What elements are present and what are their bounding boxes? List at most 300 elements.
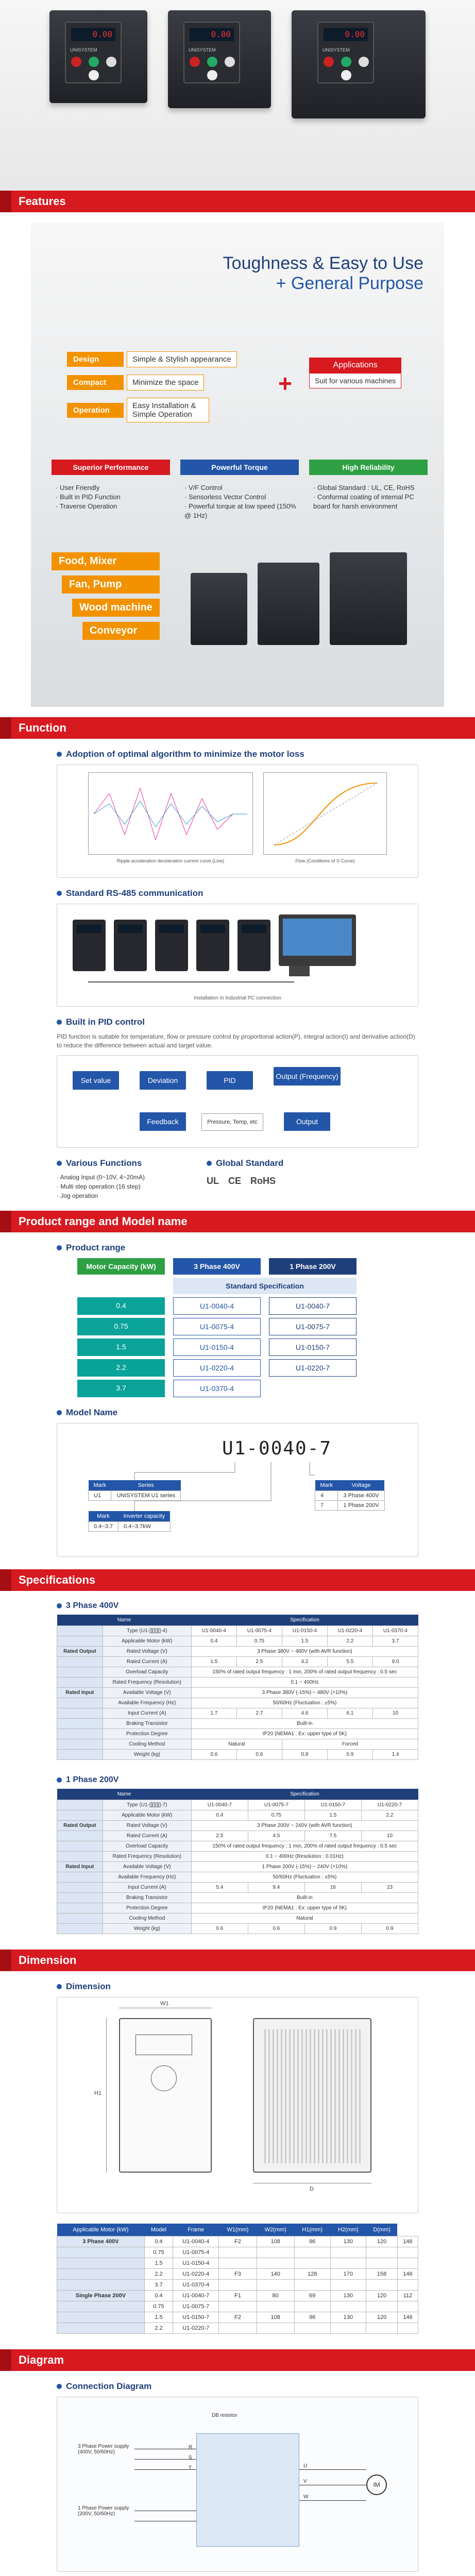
rs485-box xyxy=(57,904,418,1007)
table-row xyxy=(57,1729,418,1739)
table-cell xyxy=(397,2280,418,2291)
table-row xyxy=(57,2247,418,2258)
subheading: Model Name xyxy=(57,1408,475,1418)
dim-line xyxy=(106,2018,107,2173)
value-cell: 0.9 xyxy=(282,1750,327,1760)
drive-label: UNISYSTEM xyxy=(189,47,216,53)
spec-table-1phase: Name Specification Type (U1-[][][][]-7) U1-0040-7 U1-0075-7 U1-0150-7 U1-0220-7 Applicable Motor (kW) 0.4 0.75 1.5 2.2 Rated Output Rated Voltage (V) 3 Phase 200V ~ 240V (with AVR function) Rated Current (A) 2.5 4.5 7.5 10 Overload Capacity 150% of rated output frequency : 1 min, 200% of rated output frequency : 0.5 sec Rated Frequency (Resolution) 0.1 ~ 400Hz (Resolution : 0.01Hz) Rated Input Available Voltage (V) 1 Phase 200V (-15%) ~ 240V (+10%) Available Frequency (Hz) 50/60Hz (Fluctuation : ±5%) Input Current (A) 5.4 9.4 16 23 Braking Transistor Built-in Protection Degree IP20 (NEMA1 : Ex: upper type of 5K) Cooling Method Natural Weight (kg) 0.6 0.6 0.9 0.9 xyxy=(57,1789,418,1934)
table-row xyxy=(57,2312,418,2323)
perf-item: · Traverse Operation xyxy=(56,502,117,510)
group-cell xyxy=(57,1903,103,1913)
product-range xyxy=(57,1258,418,1397)
table-cell: 146 xyxy=(397,2269,418,2280)
value-cell: 1.5 xyxy=(304,1810,361,1821)
drive-image xyxy=(258,563,319,645)
applications-list xyxy=(52,552,160,645)
label-cell: Available Voltage (V) xyxy=(103,1688,191,1698)
drive-label: UNISYSTEM xyxy=(323,47,350,53)
bus-line xyxy=(88,981,294,982)
wire xyxy=(299,2469,366,2470)
value-cell: 50/60Hz (Fluctuation : ±5%) xyxy=(191,1698,418,1708)
group-cell xyxy=(57,1831,103,1841)
wire xyxy=(134,2459,196,2460)
list-item: · Jog operation xyxy=(57,1192,98,1199)
table-row xyxy=(57,1739,418,1750)
value-cell: 3 Phase 200V ~ 240V (with AVR function) xyxy=(191,1821,418,1831)
drive-panel xyxy=(317,22,374,83)
perf-head: High Reliability xyxy=(309,460,428,475)
table-cell: 80 xyxy=(257,2291,294,2301)
subheading: Built in PID control xyxy=(57,1017,475,1027)
table-row xyxy=(57,1750,418,1760)
stop-button-icon xyxy=(89,57,99,67)
perf-column xyxy=(309,460,428,511)
table-cell xyxy=(397,2247,418,2258)
cell: U1-0040-4 xyxy=(173,1297,261,1315)
table-cell: 158 xyxy=(366,2269,398,2280)
cert-logos xyxy=(207,1176,283,1187)
dial-icon xyxy=(207,70,217,80)
value-cell: 16 xyxy=(304,1883,361,1893)
cell: U1-0075-4 xyxy=(173,1318,261,1335)
table-cell: U1-0040-4 xyxy=(173,2236,219,2247)
label-cell: Braking Transistor xyxy=(103,1893,191,1903)
table-row xyxy=(57,2280,418,2291)
section-header-features: Features xyxy=(0,191,475,212)
cell: U1-0150-4 xyxy=(173,1338,261,1356)
table-cell: U1-0220-7 xyxy=(173,2323,219,2334)
group-cell xyxy=(57,1913,103,1924)
group-cell xyxy=(57,1636,103,1647)
table-cell: F3 xyxy=(219,2269,257,2280)
motor-icon: IM xyxy=(366,2475,387,2495)
ul-logo-icon: UL xyxy=(207,1176,219,1186)
label-cell: Input Current (A) xyxy=(103,1708,191,1719)
value-cell: 1.7 xyxy=(191,1708,236,1719)
value-cell: 10 xyxy=(372,1708,418,1719)
table-cell: 2.2 xyxy=(144,2323,173,2334)
value-cell: 2.5 xyxy=(236,1657,282,1667)
cell: 2.2 xyxy=(77,1359,165,1377)
table-cell: F2 xyxy=(219,2312,257,2323)
perf-item: · Global Standard : UL, CE, RoHS xyxy=(313,484,415,492)
section-header-dimension: Dimension xyxy=(0,1950,475,1971)
table-row xyxy=(57,1667,418,1677)
table-cell: 130 xyxy=(330,2312,366,2323)
label-cell: Rated Voltage (V) xyxy=(103,1647,191,1657)
run-button-icon xyxy=(324,57,334,67)
col-header: Applicable Motor (kW) xyxy=(57,2224,145,2236)
various-functions xyxy=(57,1158,145,1200)
terminal-label: U xyxy=(303,2463,308,2469)
perf-list xyxy=(52,483,170,511)
table-cell: 140 xyxy=(257,2269,294,2280)
group-cell xyxy=(57,1719,103,1729)
various-list xyxy=(57,1173,145,1200)
value-cell: 0.6 xyxy=(191,1924,248,1934)
table-cell xyxy=(57,2312,145,2323)
table-cell xyxy=(294,2323,330,2334)
table-row xyxy=(57,1688,418,1698)
group-cell xyxy=(57,1800,103,1810)
spec-table-3phase: Name Specification Type (U1-[][][][]-4) U1-0040-4 U1-0075-4 U1-0150-4 U1-0220-4 U1-0370-4 Applicable Motor (kW) 0.4 0.75 1.5 2.2 3.7 Rated Output Rated Voltage (V) 3 Phase 380V ~ 480V (with AVR function) Rated Current (A) 1.5 2.5 4.2 5.5 9.0 Overload Capacity 150% of rated output frequency : 1 min, 200% of rated output frequency : 0.5 sec Rated Frequency (Resolution) 0.1 ~ 400Hz Rated Input Available Voltage (V) 3 Phase 380V (-15%) ~ 480V (+10%) Available Frequency (Hz) 50/60Hz (Fluctuation : ±5%) Input Current (A) 1.7 2.7 4.6 6.1 10 Braking Transistor Built-in Protection Degree IP20 (NEMA1 : Ex: upper type of 5K) Cooling Method Natural Forced Weight (kg) 0.6 0.6 0.9 0.9 1.4 xyxy=(57,1615,418,1760)
value-cell: 4.5 xyxy=(248,1831,304,1841)
bullet-icon xyxy=(207,1161,212,1166)
label-cell: Cooling Method xyxy=(103,1739,191,1750)
value-cell: 0.9 xyxy=(361,1924,418,1934)
perf-item: · Sensorless Vector Control xyxy=(184,493,266,501)
hero-banner xyxy=(0,0,475,191)
list-item: · Analog Input (0~10V, 4~20mA) xyxy=(57,1174,145,1181)
bullet-icon xyxy=(57,752,62,757)
table-row xyxy=(57,2291,418,2301)
drive-image xyxy=(155,920,188,971)
label-cell: Rated Current (A) xyxy=(103,1831,191,1841)
subheading: 3 Phase 400V xyxy=(57,1601,418,1611)
subheading: Product range xyxy=(57,1243,475,1253)
pid-output-block: Output (Frequency) xyxy=(274,1067,341,1086)
value-cell: 7.5 xyxy=(304,1831,361,1841)
applications-box xyxy=(309,358,401,388)
table-row xyxy=(57,1924,418,1934)
table-row xyxy=(57,1821,418,1831)
pid-block: PID xyxy=(207,1071,253,1090)
rohs-logo-icon: RoHS xyxy=(250,1176,276,1186)
table-cell: F1 xyxy=(219,2291,257,2301)
table-cell: 130 xyxy=(330,2236,366,2247)
power-label: 1 Phase Power supply (200V, 50/60Hz) xyxy=(78,2505,129,2517)
display-outline xyxy=(135,2035,192,2055)
dim-label: H1 xyxy=(94,2090,102,2096)
feature-tag: Design xyxy=(67,352,124,367)
table-cell xyxy=(330,2323,366,2334)
table-row xyxy=(57,2323,418,2334)
table-row xyxy=(57,1831,418,1841)
bullet-icon xyxy=(57,1161,62,1166)
group-cell xyxy=(57,1739,103,1750)
table-cell xyxy=(57,2301,145,2312)
col-header: D(mm) xyxy=(366,2224,398,2236)
mode-button-icon xyxy=(359,57,369,67)
table-cell: 108 xyxy=(257,2312,294,2323)
value-cell: 0.9 xyxy=(304,1924,361,1934)
table-row xyxy=(57,1657,418,1667)
drive-panel xyxy=(183,22,240,83)
table-row xyxy=(57,1636,418,1647)
dimension-table xyxy=(57,2224,418,2334)
table-row xyxy=(57,2258,418,2269)
table-row xyxy=(57,2301,418,2312)
table-cell xyxy=(219,2247,257,2258)
pid-feedback-block: Feedback xyxy=(140,1112,186,1131)
application-item: Wood machine xyxy=(72,599,160,617)
value-cell: 1 Phase 200V (-15%) ~ 240V (+10%) xyxy=(191,1862,418,1872)
col-header: Model xyxy=(144,2224,173,2236)
subheading: Connection Diagram xyxy=(57,2381,475,2392)
dial-icon xyxy=(89,70,99,80)
label-cell: Weight (kg) xyxy=(103,1924,191,1934)
value-cell: Natural xyxy=(191,1739,282,1750)
table-row xyxy=(57,1719,418,1729)
value-cell: U1-0075-7 xyxy=(248,1800,304,1810)
subheading: Global Standard xyxy=(207,1158,283,1168)
graph-caption: Ripple acceleration deceleration current curve (Line) xyxy=(116,858,225,863)
dial-outline-icon xyxy=(151,2065,177,2091)
value-cell: U1-0150-7 xyxy=(304,1800,361,1810)
table-row xyxy=(57,2236,418,2247)
table-row xyxy=(57,1903,418,1913)
bullet-icon xyxy=(57,1603,62,1608)
cell: 1.5 xyxy=(77,1338,165,1356)
product-range-grid xyxy=(77,1258,418,1397)
value-cell: 50/60Hz (Fluctuation : ±5%) xyxy=(191,1872,418,1883)
table-cell: U1-0370-4 xyxy=(173,2280,219,2291)
label-cell: Protection Degree xyxy=(103,1729,191,1739)
table-row xyxy=(57,1800,418,1810)
value-cell: 1.5 xyxy=(191,1657,236,1667)
table-cell xyxy=(366,2280,398,2291)
value-cell: IP20 (NEMA1 : Ex: upper type of 5K) xyxy=(191,1729,418,1739)
value-cell: U1-0220-4 xyxy=(327,1626,372,1636)
table-cell: 1.5 xyxy=(144,2258,173,2269)
section-header-specifications: Specifications xyxy=(0,1569,475,1591)
group-cell: Rated Output xyxy=(57,1647,103,1657)
label-cell: Weight (kg) xyxy=(103,1750,191,1760)
drive-image xyxy=(330,552,407,645)
table-row xyxy=(57,1872,418,1883)
table-cell xyxy=(257,2323,294,2334)
power-label: 3 Phase Power supply (400V, 50/60Hz) xyxy=(78,2444,129,2455)
value-cell: U1-0040-7 xyxy=(191,1800,248,1810)
label-cell: Cooling Method xyxy=(103,1913,191,1924)
table-cell xyxy=(257,2258,294,2269)
subheading: Dimension xyxy=(57,1981,475,1992)
table-cell: 170 xyxy=(330,2269,366,2280)
table-row xyxy=(57,1852,418,1862)
table-cell xyxy=(294,2258,330,2269)
pid-diagram xyxy=(57,1055,418,1148)
func-bottom xyxy=(57,1158,418,1200)
label-cell: Protection Degree xyxy=(103,1903,191,1913)
drive-image xyxy=(114,920,147,971)
front-view xyxy=(119,2018,212,2173)
value-cell: Forced xyxy=(282,1739,418,1750)
application-item: Conveyor xyxy=(82,622,160,640)
label-cell: Available Voltage (V) xyxy=(103,1862,191,1872)
table-cell: U1-0075-7 xyxy=(173,2301,219,2312)
pid-set-block: Set value xyxy=(73,1071,119,1090)
table-cell: U1-0075-4 xyxy=(173,2247,219,2258)
table-cell: 108 xyxy=(257,2236,294,2247)
value-cell: Built-in xyxy=(191,1719,418,1729)
feature-row xyxy=(67,351,237,367)
value-cell: 2.7 xyxy=(236,1708,282,1719)
connection-diagram xyxy=(57,2397,418,2572)
table-cell xyxy=(397,2301,418,2312)
perf-column xyxy=(180,460,299,520)
group-cell: Rated Output xyxy=(57,1821,103,1831)
table-cell xyxy=(294,2247,330,2258)
value-cell: 9.4 xyxy=(248,1883,304,1893)
perf-item: · Powerful torque at low speed (150% @ 1Hz) xyxy=(184,502,296,519)
table-cell xyxy=(330,2247,366,2258)
feature-row xyxy=(67,398,209,422)
table-cell xyxy=(57,2258,145,2269)
db-label: DB resistor xyxy=(212,2413,237,2418)
table-cell: 3.7 xyxy=(144,2280,173,2291)
table-row xyxy=(57,1647,418,1657)
waveform-svg xyxy=(89,773,252,854)
table-cell xyxy=(57,2323,145,2334)
table-cell: 120 xyxy=(366,2291,398,2301)
drive-image xyxy=(49,10,147,103)
col-header: 3 Phase 400V xyxy=(173,1258,261,1275)
value-cell: 4.2 xyxy=(282,1657,327,1667)
value-cell: Built-in xyxy=(191,1893,418,1903)
group-cell xyxy=(57,1872,103,1883)
table-cell: 96 xyxy=(294,2312,330,2323)
group-cell xyxy=(57,1677,103,1688)
bullet-icon xyxy=(57,1777,62,1783)
wire xyxy=(134,2469,196,2470)
table-cell xyxy=(219,2258,257,2269)
std-spec-label: Standard Specification xyxy=(173,1278,357,1294)
feature-tag: Compact xyxy=(67,375,124,390)
bullet-icon xyxy=(57,1245,62,1250)
model-code: U1-0040-7 xyxy=(222,1438,332,1459)
dimension-drawing xyxy=(57,1997,418,2213)
table-cell xyxy=(366,2247,398,2258)
table-cell: 112 xyxy=(397,2291,418,2301)
label-cell: Input Current (A) xyxy=(103,1883,191,1893)
table-cell xyxy=(397,2258,418,2269)
label-cell: Available Frequency (Hz) xyxy=(103,1872,191,1883)
table-cell: U1-0150-7 xyxy=(173,2312,219,2323)
group-cell xyxy=(57,1667,103,1677)
group-cell xyxy=(57,1626,103,1636)
table-cell xyxy=(366,2301,398,2312)
bullet-icon xyxy=(57,2384,62,2389)
table-cell xyxy=(366,2323,398,2334)
feature-tag: Operation xyxy=(67,403,124,418)
value-cell: U1-0220-7 xyxy=(361,1800,418,1810)
inverter-block xyxy=(196,2433,299,2547)
col-header: H1(mm) xyxy=(294,2224,330,2236)
dim-label: W1 xyxy=(160,2001,169,2007)
label-cell: Overload Capacity xyxy=(103,1841,191,1852)
features-title xyxy=(223,253,423,294)
table-cell: F2 xyxy=(219,2236,257,2247)
table-cell: 0.75 xyxy=(144,2301,173,2312)
group-cell xyxy=(57,1924,103,1934)
table-cell: 69 xyxy=(294,2291,330,2301)
pid-output2-block: Output xyxy=(284,1112,330,1131)
terminal-label: R xyxy=(189,2445,193,2450)
group-cell xyxy=(57,1708,103,1719)
drive-display: 0.00 xyxy=(324,28,368,41)
col-header: W2(mm) xyxy=(257,2224,294,2236)
wire xyxy=(299,2500,366,2501)
value-cell: 6.1 xyxy=(327,1708,372,1719)
label-cell: Rated Current (A) xyxy=(103,1657,191,1667)
value-cell: U1-0150-4 xyxy=(282,1626,327,1636)
pid-deviation-block: Deviation xyxy=(140,1071,186,1090)
drive-image xyxy=(168,10,271,108)
section-header-function: Function xyxy=(0,717,475,739)
drive-panel xyxy=(65,22,122,83)
s-curve-graph xyxy=(263,772,387,863)
model-connectors xyxy=(57,1423,418,1557)
value-cell: 1.5 xyxy=(282,1636,327,1647)
table-cell xyxy=(294,2301,330,2312)
cell: U1-0075-7 xyxy=(269,1318,357,1335)
waveform-graph xyxy=(88,772,253,863)
table-row xyxy=(57,2269,418,2280)
table-cell xyxy=(219,2280,257,2291)
value-cell: 2.2 xyxy=(361,1810,418,1821)
perf-item: · User Friendly xyxy=(56,484,100,492)
value-cell: 23 xyxy=(361,1883,418,1893)
drive-image xyxy=(73,920,106,971)
value-cell: 0.75 xyxy=(248,1810,304,1821)
group-cell xyxy=(57,1810,103,1821)
value-cell: 0.6 xyxy=(248,1924,304,1934)
cell: 0.4 xyxy=(77,1297,165,1315)
table-row xyxy=(57,1883,418,1893)
value-cell: 0.4 xyxy=(191,1636,236,1647)
perf-head: Superior Performance xyxy=(52,460,170,475)
capacity-table: Mark Inverter capacity 0.4~3.7 0.4~3.7kW xyxy=(88,1511,171,1532)
table-cell: U1-0150-4 xyxy=(173,2258,219,2269)
mode-button-icon xyxy=(225,57,235,67)
label-cell: Rated Frequency (Resolution) xyxy=(103,1677,191,1688)
ce-logo-icon: CE xyxy=(228,1176,242,1186)
table-cell xyxy=(57,2280,145,2291)
table-cell: 3 Phase 400V xyxy=(57,2236,145,2247)
value-cell: 150% of rated output frequency : 1 min, 200% of rated output frequency : 0.5 sec xyxy=(191,1667,418,1677)
table-cell: U1-0220-4 xyxy=(173,2269,219,2280)
value-cell: 0.1 ~ 400Hz xyxy=(191,1677,418,1688)
bullet-icon xyxy=(57,891,62,896)
s-curve-svg xyxy=(264,773,386,854)
label-cell: Applicable Motor (kW) xyxy=(103,1810,191,1821)
value-cell: 9.0 xyxy=(372,1657,418,1667)
table-cell: 120 xyxy=(366,2312,398,2323)
applications-desc: Suit for various machines xyxy=(309,373,401,388)
value-cell: 0.9 xyxy=(327,1750,372,1760)
value-cell: 3 Phase 380V (-15%) ~ 480V (+10%) xyxy=(191,1688,418,1698)
drive-display: 0.00 xyxy=(190,28,234,41)
table-cell xyxy=(257,2247,294,2258)
perf-column xyxy=(52,460,170,511)
value-cell: U1-0040-4 xyxy=(191,1626,236,1636)
mode-button-icon xyxy=(106,57,116,67)
list-item: · Multi step operation (16 step) xyxy=(57,1183,141,1190)
feature-row xyxy=(67,375,204,391)
value-cell: 3 Phase 380V ~ 480V (with AVR function) xyxy=(191,1647,418,1657)
label-cell: Braking Transistor xyxy=(103,1719,191,1729)
table-row xyxy=(57,1677,418,1688)
table-cell: 128 xyxy=(294,2269,330,2280)
table-cell: 0.4 xyxy=(144,2236,173,2247)
group-cell xyxy=(57,1657,103,1667)
value-cell: U1-0370-4 xyxy=(372,1626,418,1636)
value-cell: 150% of rated output frequency : 1 min, 200% of rated output frequency : 0.5 sec xyxy=(191,1841,418,1852)
run-button-icon xyxy=(71,57,81,67)
graphs-box xyxy=(57,765,418,878)
col-header: 1 Phase 200V xyxy=(269,1258,357,1275)
table-cell: 146 xyxy=(397,2312,418,2323)
